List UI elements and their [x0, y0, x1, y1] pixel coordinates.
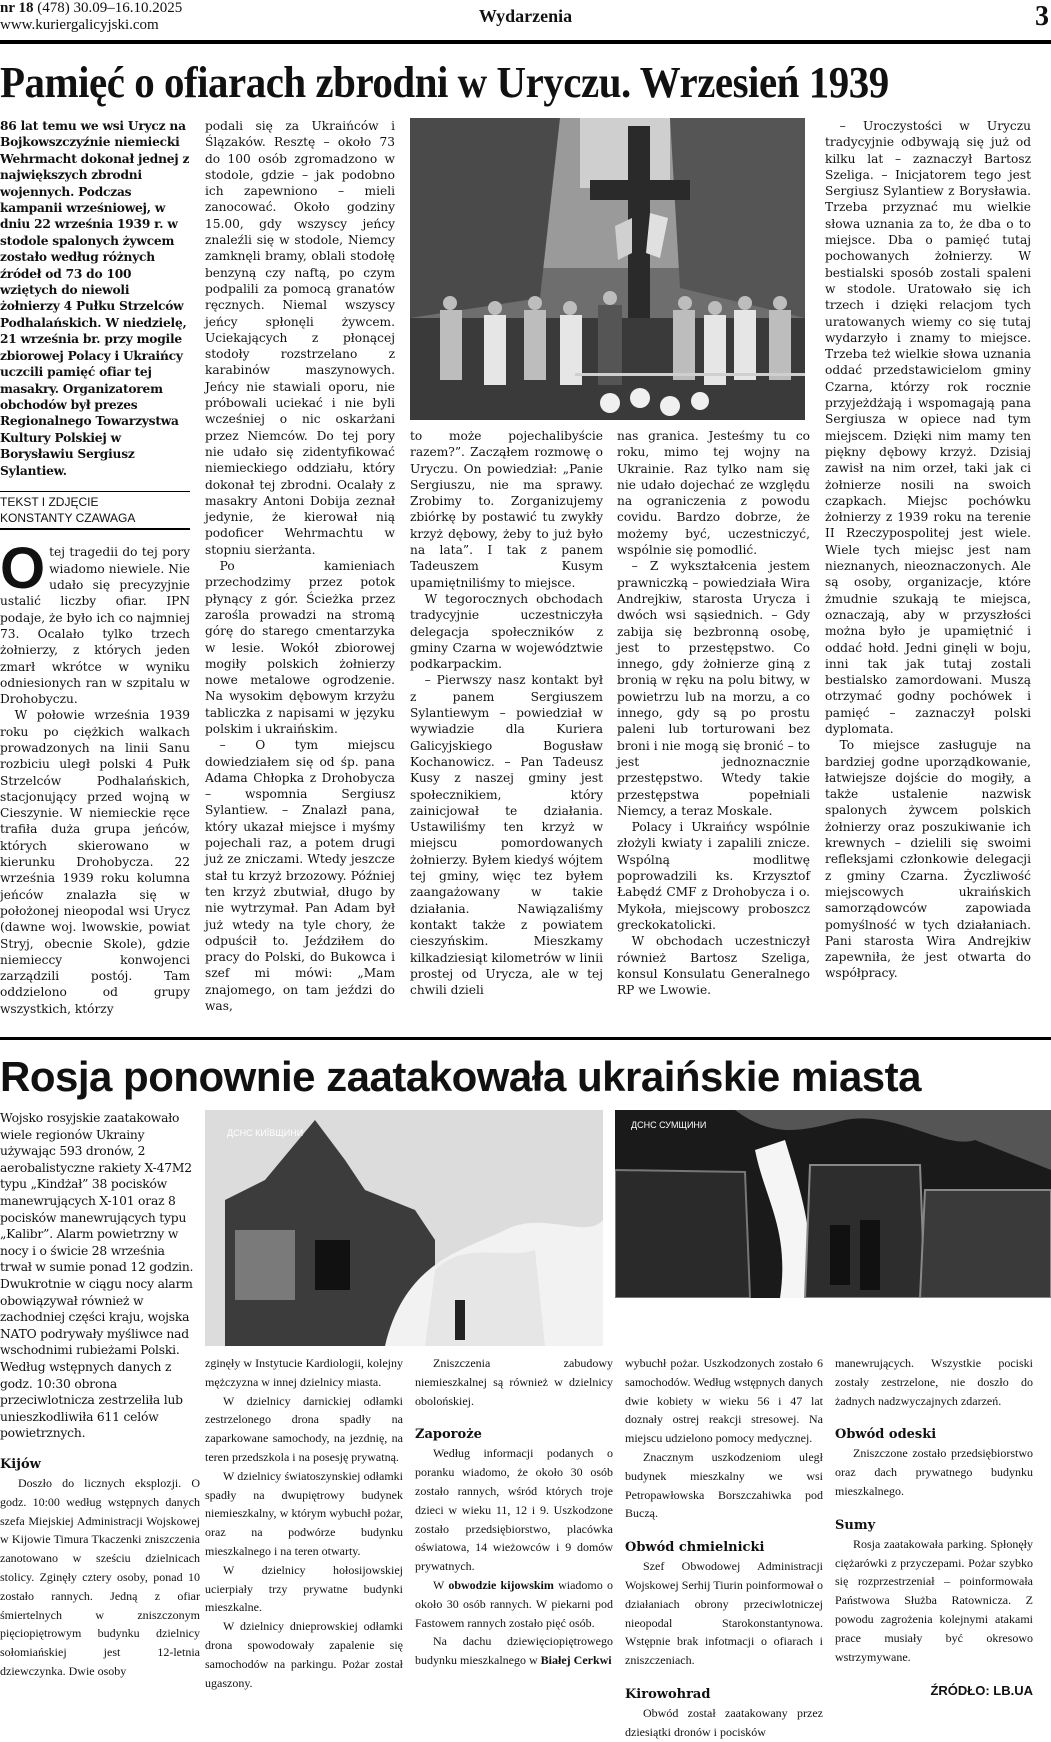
article2-right	[205, 1110, 1051, 1742]
paragraph: W dzielnicy hołosijowskiej ucierpiały trzy prywatne budynki mieszkalne.	[205, 1562, 403, 1615]
article2-headline: Rosja ponownie zaatakowała ukraińskie miasta	[0, 1053, 922, 1101]
section-title: Wydarzenia	[478, 6, 573, 26]
paragraph	[415, 1576, 613, 1632]
paragraph: Polacy i Ukraińcy wspólnie złożyli kwiaty i zapalili znicze. Wspólną modlitwę poprowadzili ks. Krzysztof Łabędź CMF z Drohobycza i o. Mykoła, miejscowy proboszcz greckokatolicki.	[617, 820, 810, 932]
paragraph: Obwód został zaatakowany przez dziesiątki dronów i pocisków	[625, 1706, 823, 1739]
article-separator-rule	[0, 1037, 1051, 1040]
paragraph: zginęły w Instytucie Kardiologii, kolejny mężczyzna w innej dzielnicy miasta.	[205, 1356, 403, 1389]
article2-body	[0, 1110, 1051, 1742]
destroyed-building-photo	[205, 1110, 603, 1346]
paragraph: W dzielnicy darnickiej odłamki zestrzelonego drona spadły na zaparkowane samochody, na jezdnię, na teren przedszkola i na posesję prywatną.	[205, 1393, 403, 1465]
text: Na dachu dziewięciopiętrowego budynku mieszkalnego w	[415, 1634, 613, 1668]
article1-middle	[410, 118, 810, 998]
masthead	[0, 0, 1051, 44]
section-heading-chmielnicki: Obwód chmielnicki	[625, 1540, 765, 1556]
article2-text-columns	[205, 1354, 1051, 1742]
bold-text: obwodzie kijowskim	[448, 1578, 554, 1593]
burning-trucks-photo	[615, 1110, 1051, 1298]
section-heading-kijow: Kijów	[0, 1456, 41, 1472]
article1-column-1-text	[0, 536, 190, 1017]
byline	[0, 492, 190, 528]
article2-photos	[205, 1110, 1051, 1346]
paragraph: Znacznym uszkodzeniom uległ budynek mieszkalny we wsi Petropawłowska Borszczahiwka pod Buczą.	[625, 1450, 823, 1521]
issue-dates: (478) 30.09–16.10.2025	[37, 0, 183, 16]
paragraph: – O tym miejscu dowiedziałem się od śp. pana Adama Chłopka z Drohobycza – wspomnia Sergiusz Sylantiew. – Znalazł pana, który ukazał miejsce i myśmy pojechali raz, a potem drugi już ze zniczami. Wtedy jeszcze stał tu krzyż brzozowy. Później ten krzyż zbutwiał, długo by nie wytrzymał. Pan Adam był już wtedy na tyle chory, że odpuścił to. Jeździłem do pracy do Polski, do Bukowca i szef mi mówi: „Mam znajomego, on tam jeździ do was,	[205, 738, 395, 1014]
text: W	[433, 1578, 449, 1593]
article1-column-5	[825, 118, 1031, 982]
firefighter-icon	[455, 1300, 465, 1340]
article1-middle-columns	[410, 428, 810, 998]
article1-column-2	[205, 118, 395, 1014]
photo-watermark: ДСНС КИЇВЩИНИ	[227, 1128, 304, 1139]
paragraph: Doszło do licznych eksplozji. O godz. 10:00 według wstępnych danych szefa Miejskiej Administracji Wojskowej w Kijowie Timura Tkaczenki zniszczenia zanotowano w sześciu dzielnicach stolicy. Zginęły cztery osoby, ponad 10 zostało rannych. Jedną z ofiar śmiertelnych w zniszczonym pięciopiętrowym budynku dzielnicy sołomiańskiej jest 12-letnia dziewczynka. Dwie osoby	[0, 1475, 200, 1678]
article1-headline: Pamięć o ofiarach zbrodni w Uryczu. Wrzesień 1939	[0, 58, 889, 107]
paragraph: nas granica. Jesteśmy tu co roku, mimo tej wojny na Ukrainie. Raz tylko nam się nie udało dojechać ze względu na ograniczenia z powodu covidu. Bardzo dobrze, że możemy być, uczestniczyć, wspólnie się pomodlić.	[617, 429, 810, 558]
byline-label: TEKST I ZDJĘCIE	[0, 495, 99, 510]
drop-cap: O	[0, 536, 46, 602]
paragraph: – Pierwszy nasz kontakt był z panem Sergiuszem Sylantiewym – powiedział w wywiadzie dla Kuriera Galicyjskiego Bogusław Kochanowicz. – Pan Tadeusz Kusy z naszej gminy jest społecznikiem, który zainicjował te działania. Ustawiliśmy ten krzyż w miejscu pomordowanych żołnierzy. Byłem kiedyś wójtem tej gminy, więc tez byłem zaangażowany w takie działania. Nawiązaliśmy kontakt także z powiatem cieszyńskim. Mieszkamy kilkadziesiąt kilometrów w linii prostej od Urycza, ale w tej chwili dzieli	[410, 673, 603, 998]
paragraph: manewrujących. Wszystkie pociski zostały zestrzelone, nie doszło do żadnych nadzwyczajnych zdarzeń.	[835, 1356, 1033, 1408]
paragraph: W połowie września 1939 roku po ciężkich walkach prowadzonych na linii Sanu rozbiciu uległ polski 4 Pułk Strzelców Podhalańskich, stacjonujący przed wojną w Cieszynie. W niemieckie ręce trafiła duża grupa jeńców, których skierowano w kierunku Drohobycza. 22 września 1939 roku kolumna jeńców znalazła się w położonej nieopodal wsi Urycz (dawne woj. lwowskie, powiat Stryj, obecnie Skole), gdzie niemieccy konwojenci zarządzili postój. Tam oddzielono od grupy wszystkich, którzy	[0, 708, 190, 1016]
section-heading-zaporoze: Zaporoże	[415, 1427, 482, 1443]
paragraph: Według informacji podanych o poranku wiadomo, że około 30 osób zostało rannych, wśród których troje dzieci w wieku 11, 12 i 9. Uszkodzone zostało przedsiębiorstwo, placówka oświatowa, 14 wieżowców i 9 domów prywatnych.	[415, 1446, 613, 1574]
article1-column-3	[410, 428, 603, 998]
paragraph: W dzielnicy dnieprowskiej odłamki drona spowodowały zapalenie się samochodów na parkingu. Pożar został ugaszony.	[205, 1619, 403, 1690]
paragraph: – Uroczystości w Uryczu tradycyjnie odbywają się już od kilku lat – zaznaczył Bartosz Szeliga. – Inicjatorem tego jest Sergiusz Sylantiew z Borysławia. Trzeba przyznać mu wielkie słowa uznania za to, że dba o to miejsce. Dba o pamięć tutaj pochowanych żołnierzy. W bestialski sposób zostali spaleni w stodole. Uratowało się ich trzech i dzięki relacjom tych uratowanych wiemy co się tutaj wydarzyło i znamy to miejsce. Trzeba też wielkie słowa uznania oddać przedstawicielom gminy Czarna, którzy rok rocznie przyjeżdżają i wspomagają pana Sergiusza w opiece nad tym miejscem. Dzięki nim mamy ten piękny dębowy krzyż. Dzisiaj zawisł na nim orzeł, taki jak ci żołnierze nosili na swoich czapkach. Miejsc pochówku żołnierzy z 1939 roku na terenie II Rzeczypospolitej jest wiele. Wiele tych miejsc jest nam nieznanych, nieoznaczonych. Ale są osoby, organizacje, które żmudnie szukają te miejsca, oznaczają, aby w przyszłości można było je upamiętnić i oddać hołd. Jedni ginęli w boju, inni tak jak tutaj zostali bestialsko zamordowani. Muszą otrzymać godny pochówek i pamięć – zaznaczył polski dyplomata.	[825, 119, 1031, 736]
paragraph: W dzielnicy światoszynskiej odłamki spadły na dwupiętrowy budynek niemieszkalny, w którym wybuchł pożar, oraz na podwórze budynku mieszkalnego i na teren otwarty.	[205, 1468, 403, 1559]
paragraph	[0, 536, 190, 707]
paragraph: podali się za Ukraińców i Ślązaków. Resztę – około 73 do 100 osób zgromadzono w stodole, gdzie – jak podobno ich zapewniono – mieli zanocować. Około godziny 15.00, gdy wszyscy jeńcy znaleźli się w stodole, Niemcy zamknęli bramy, oblali stodołę benzyną czy naftą, po czym podpalili za pomocą granatów ręcznych. Niemal wszyscy jeńcy spłonęli żywcem. Uciekających z płonącej stodoły rozstrzelano z karabinów maszynowych. Jeńcy nie stawiali oporu, nie próbowali uciekać i nie byli wcześniej o nic oskarżani przez Niemców. Do tej pory nie udało się zidentyfikować niemieckiego oddziału, który dokonał tej zbrodni. Ocalały z masakry Antoni Dobija zeznał jedynie, że kierował nią podoficer Wehrmachtu w stopniu sierżanta.	[205, 119, 395, 557]
text: wiadomo o około 30 osób rannych. W piekarni pod Fastowem rannych zostało pięć osób.	[415, 1578, 613, 1630]
issue-number: nr 18	[0, 0, 34, 16]
paragraph: – Z wykształcenia jestem prawniczką – powiedziała Wira Andrejkiw, starosta Urycza i dwóch wsi sąsiednich. – Gdy zabija się bezbronną osobę, jest to przestępstwo. Co innego, gdy żołnierze giną z bronią w ręku na polu bitwy, w powietrzu lub na morzu, a co innego, gdy są po prostu paleni lub torturowani bez broni i nie mogą się bronić – to jest jednoznacznie przestępstwo. Wtedy takie przestępstwa popełniali Niemcy, a teraz Moskale.	[617, 559, 810, 818]
paragraph: wybuchł pożar. Uszkodzonych zostało 6 samochodów. Według wstępnych danych dwie kobiety w wieku 56 i 47 lat doznały ostrej reakcji stresowej. Na miejscu udzielono pomocy medycznej.	[625, 1356, 823, 1446]
article2-column-2	[205, 1354, 403, 1742]
website-url[interactable]: www.kuriergalicyjski.com	[0, 17, 159, 33]
photo-watermark: ДСНС СУМЩИНИ	[631, 1120, 707, 1131]
page-number: 3	[1035, 1, 1049, 32]
firefighter-icon	[830, 1225, 850, 1285]
section-heading-sumy: Sumy	[835, 1517, 876, 1533]
article2-lead: Wojsko rosyjskie zaatakowało wiele regionów Ukrainy używając 593 dronów, 2 aerobalistyczne rakiety X-47M2 typu „Kindżał” 38 pocisków manewrujących X-101 oraz 8 pocisków manewrujących typu „Kalibr”. Alarm powietrzny w nocy i o świcie 28 września trwał w sumie ponad 12 godzin. Dwukrotnie w ciągu nocy alarm obowiązywał również w zachodniej części kraju, wojska NATO podrywały myśliwce nad wschodnimi rubieżami Polski. Według wstępnych danych z godz. 10:30 obrona przeciwlotnicza zestrzeliła lub unieszkodliwiła 611 celów powietrznych.	[0, 1111, 194, 1441]
paragraph: to może pojechalibyście razem?”. Zacząłem rozmowę o Uryczu. On powiedział: „Panie Sergiuszu, nie ma sprawy. Zrobimy to. Zorganizujemy zbiórkę by postawić tu zwykły krzyż dębowy, żeby to już było na lata”. I tak z panem Tadeuszem Kusym upamiętniliśmy to miejsce.	[410, 429, 603, 590]
paragraph: Rosja zaatakowała parking. Spłonęły ciężarówki z przyczepami. Pożar szybko się rozprzestrzeniał – poinformowała Państwowa Służba Ratownicza. Z powodu zagrożenia kolejnymi atakami prace musiały być okresowo wstrzymywane.	[835, 1536, 1033, 1664]
section-heading-odeski: Obwód odeski	[835, 1427, 937, 1443]
paragraph-text: tej tragedii do tej pory wiadomo niewiele. Nie udało się precyzyjnie ustalić liczby ofiar. IPN podaje, że było ich co najmniej 73. Ocalało tylko trzech żołnierzy, z których jeden zmarł wkrótce w wyniku odniesionych ran w szpitalu w Drohobyczu.	[0, 545, 190, 707]
paragraph: Po kamieniach przechodzimy przez potok płynący z gór. Ścieżka przez zarośla prowadzi na stromą górę do starego cmentarzyka w lesie. Wokół zbiorowej mogiły polskich żołnierzy nowe metalowe ogrodzenie. Na wysokim dębowym krzyżu tabliczka z napisami w języku polskim i ukraińskim.	[205, 559, 395, 736]
article1-column-4	[617, 428, 810, 998]
article2-column-4	[625, 1354, 823, 1742]
paragraph: W tegorocznych obchodach tradycyjnie uczestniczyła delegacja społeczników z gminy Czarna w województwie podkarpackim.	[410, 591, 603, 672]
destroyed-building-image	[205, 1110, 603, 1346]
section-heading-kirowohrad: Kirowohrad	[625, 1687, 711, 1702]
article2-column-5	[835, 1354, 1033, 1742]
memorial-cross-image	[410, 118, 805, 420]
paragraph: Zniszczone zostało przedsiębiorstwo oraz dach prywatnego budynku mieszkalnego.	[835, 1446, 1033, 1499]
article2-column-1	[0, 1110, 200, 1681]
article1-lead: 86 lat temu we wsi Urycz na Bojkowszczyźnie niemiecki Wehrmacht dokonał jednej z największych zbrodni wojennych. Podczas kampanii wrześniowej, w dniu 22 września 1939 r. w stodole spalonych żywcem zostało według różnych źródeł od 73 do 100 wziętych do niewoli żołnierzy 4 Pułku Strzelców Podhalańskich. W niedzielę, 21 września br. przy mogile zbiorowej Polacy i Ukraińcy uczcili pamięć ofiar tej masakry. Organizatorem obchodów był prezes Regionalnego Towarzystwa Kultury Polskiej w Borysławiu Sergiusz Sylantiew.	[0, 119, 190, 478]
paragraph: W obchodach uczestniczył również Bartosz Szeliga, konsul Konsulatu Generalnego RP we Lwowie.	[617, 934, 810, 998]
paragraph	[415, 1632, 613, 1670]
paragraph: Szef Obwodowej Administracji Wojskowej Serhij Tiurin poinformował o działaniach obrony przeciwlotniczej nieopodal Starokonstantynowa. Wstępnie brak infotmacji o ofiarach i zniszczeniach.	[625, 1559, 823, 1668]
memorial-photo	[410, 118, 805, 420]
byline-rule-bottom	[0, 528, 190, 530]
article2-column-3	[415, 1354, 613, 1742]
article2-column-1-text	[0, 1456, 200, 1681]
article1-body	[0, 118, 1051, 1017]
paragraph: To miejsce zasługuje na bardziej godne uporządkowanie, łatwiejsze dojście do mogiły, a także ustalenie nazwisk spalonych żywcem polskich żołnierzy oraz poszukiwanie ich krewnych – dzielili się swoimi refleksjami członkowie delegacji z gminy Czarna. Życzliwość miejscowych ukraińskich samorządowców zapowiada pomyślność w tych działaniach. Pani starosta Wira Andrejkiw zapewniła, że jest otwarta do współpracy.	[825, 738, 1031, 981]
paragraph: Zniszczenia zabudowy niemieszkalnej są również w dzielnicy obolońskiej.	[415, 1356, 613, 1408]
bold-text: Białej Cerkwi	[540, 1653, 612, 1668]
article1-column-1	[0, 118, 190, 1017]
burning-trucks-image	[615, 1110, 1051, 1298]
byline-author: KONSTANTY CZAWAGA	[0, 510, 136, 525]
source-credit: ŹRÓDŁO: LB.UA	[930, 1683, 1033, 1699]
